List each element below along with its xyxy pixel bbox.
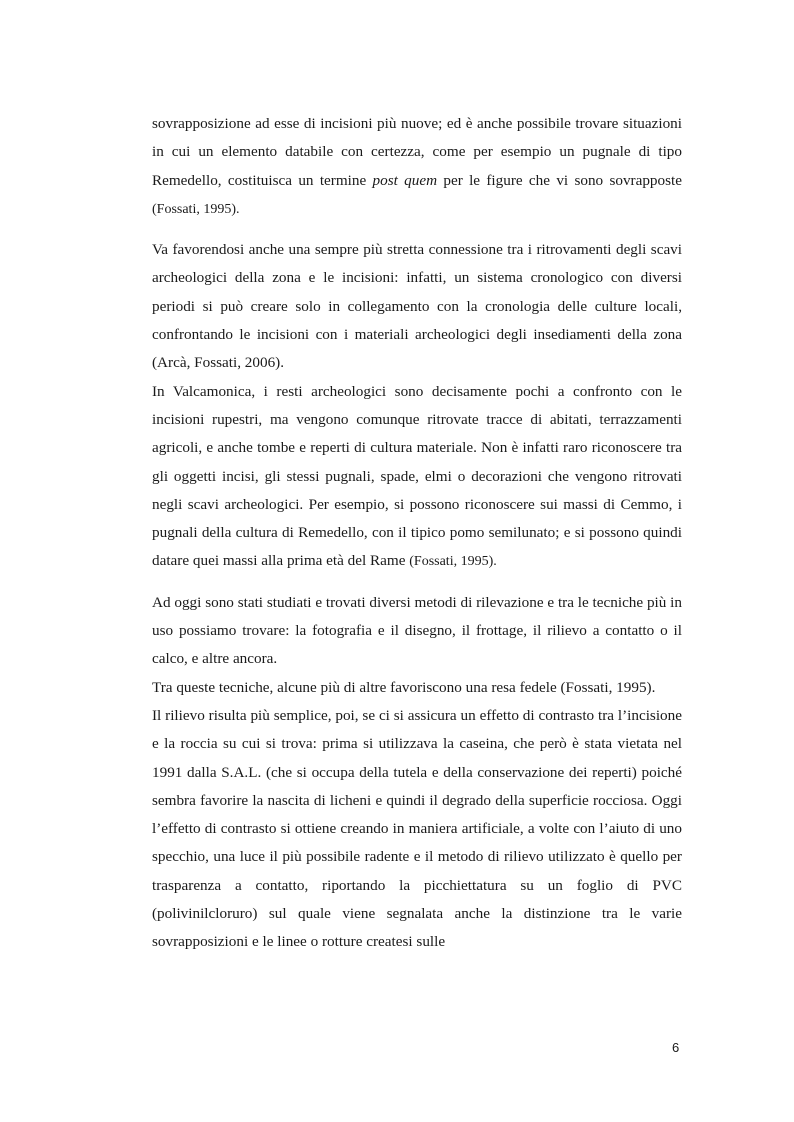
paragraph-6: Il rilievo risulta più semplice, poi, se ci si assicura un effetto di contrasto tra l’incisione e la roccia su cui si trova: prima si utilizzava la caseina, che però è stata vietata nel 1991 dalla S.A.L. (che si occupa della tutela e della conservazione dei reperti) poiché sembra favorire la nascita di licheni e quindi il degrado della superficie rocciosa. Oggi l’effetto di contrasto si ottiene creando in maniera artificiale, a volte con l’aiuto di uno specchio, una luce il più possibile radente e il metodo di rilievo utilizzato è quello per trasparenza a contatto, riportando la picchiettatura su un foglio di PVC (polivinilcloruro) sul quale viene segnalata anche la distinzione tra le varie sovrapposizioni e le linee o rotture createsi sulle: [152, 706, 682, 951]
paragraph-3: [152, 378, 682, 577]
paragraph-1-italic: post quem: [372, 171, 438, 189]
paragraph-1-citation: (Fossati, 1995).: [152, 201, 240, 217]
paragraph-2: Va favorendosi anche una sempre più stretta connessione tra i ritrovamenti degli scavi archeologici della zona e le incisioni: infatti, un sistema cronologico con diversi periodi si può creare solo in collegamento con la cronologia delle culture locali, confrontando le incisioni con i materiali archeologici degli insediamenti della zona (Arcà, Fossati, 2006).: [152, 241, 682, 372]
document-page: [152, 110, 682, 957]
paragraph-1: [152, 110, 682, 224]
paragraph-3-text: In Valcamonica, i resti archeologici sono decisamente pochi a confronto con le incisioni rupestri, ma vengono comunque ritrovate tracce di abitati, terrazzamenti agricoli, e anche tombe e reperti di cultura materiale. Non è infatti raro riconoscere tra gli oggetti incisi, gli stessi pugnali, spade, elmi o decorazioni che vengono ritrovati negli scavi archeologici. Per esempio, si possono riconoscere sui massi di Cemmo, i pugnali della cultura di Remedello, con il tipico pomo semilunato; e si possono quindi datare quei massi alla prima età del Rame: [152, 382, 682, 570]
paragraph-1-text-cont: per le figure che vi sono sovrapposte: [437, 171, 682, 189]
paragraph-3-citation: (Fossati, 1995).: [409, 554, 497, 570]
paragraph-5: Tra queste tecniche, alcune più di altre favoriscono una resa fedele (Fossati, 1995).: [152, 678, 656, 696]
paragraph-1-text: sovrapposizione ad esse di incisioni più nuove; ed è anche possibile trovare situazioni in cui un elemento databile con certezza, come per esempio un pugnale di tipo Remedello, costituisca un termine: [152, 115, 682, 189]
paragraph-4: Ad oggi sono stati studiati e trovati diversi metodi di rilevazione e tra le tecniche più in uso possiamo trovare: la fotografia e il disegno, il frottage, il rilievo a contatto o il calco, e altre ancora.: [152, 593, 682, 668]
page-number: 6: [672, 1040, 680, 1055]
